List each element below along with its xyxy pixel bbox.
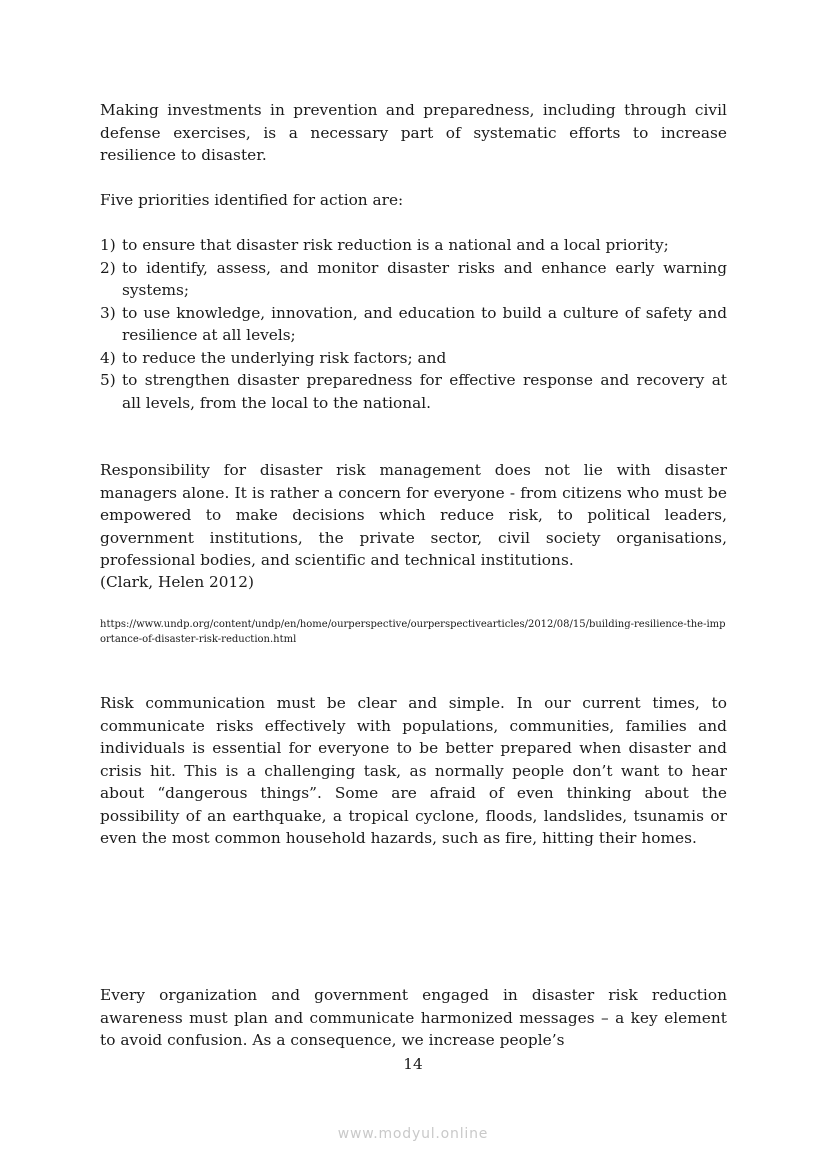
priorities-list	[100, 234, 727, 414]
organization-paragraph: Every organization and government engaged in disaster risk reduction awareness must plan and communicate harmonized messages – a key element to avoid confusion. As a consequence, we increase people’s	[100, 986, 727, 1049]
list-item	[100, 369, 727, 414]
list-item-number: 5)	[100, 371, 116, 389]
list-item-text: to strengthen disaster preparedness for effective response and recovery at all levels, from the local to the national.	[122, 371, 727, 412]
list-item-text: to use knowledge, innovation, and education to build a culture of safety and resilience at all levels;	[122, 303, 727, 344]
watermark: www.modyul.online	[337, 1126, 489, 1142]
priorities-intro: Five priorities identified for action are:	[100, 191, 404, 209]
list-item-text: to ensure that disaster risk reduction is a national and a local priority;	[122, 236, 669, 254]
list-item	[100, 257, 727, 302]
list-item	[100, 347, 727, 370]
page-number: 14	[403, 1055, 423, 1073]
list-item	[100, 234, 727, 257]
responsibility-paragraph: Responsibility for disaster risk management does not lie with disaster managers alone. It is rather a concern for everyone - from citizens who must be empowered to make decisions which reduce risk, to political leaders, government institutions, the private sector, civil society organisations, professional bodies, and scientific and technical institutions.	[100, 461, 727, 569]
risk-communication-paragraph: Risk communication must be clear and simple. In our current times, to communicate risks effectively with populations, communities, families and individuals is essential for everyone to be better prepared when disaster and crisis hit. This is a challenging task, as normally people don’t want to hear about “dangerous things”. Some are afraid of even thinking about the possibility of an earthquake, a tropical cyclone, floods, landslides, tsunamis or even the most common household hazards, such as fire, hitting their homes.	[100, 694, 727, 847]
list-item-text: to reduce the underlying risk factors; and	[122, 348, 447, 367]
intro-paragraph: Making investments in prevention and preparedness, including through civil defense exercises, is a necessary part of systematic efforts to increase resilience to disaster.	[100, 101, 727, 164]
list-item-number: 4)	[100, 348, 116, 367]
source-url[interactable]: https://www.undp.org/content/undp/en/home/ourperspective/ourperspectivearticles/2012/08/15/building-resilience-the-importance-of-disaster-risk-reduction.html	[100, 619, 726, 645]
list-item-text: to identify, assess, and monitor disaster risks and enhance early warning systems;	[122, 258, 727, 299]
list-item	[100, 302, 727, 347]
citation: (Clark, Helen 2012)	[100, 573, 254, 591]
list-item-number: 3)	[100, 303, 116, 322]
list-item-number: 1)	[100, 236, 116, 254]
list-item-number: 2)	[100, 258, 116, 277]
